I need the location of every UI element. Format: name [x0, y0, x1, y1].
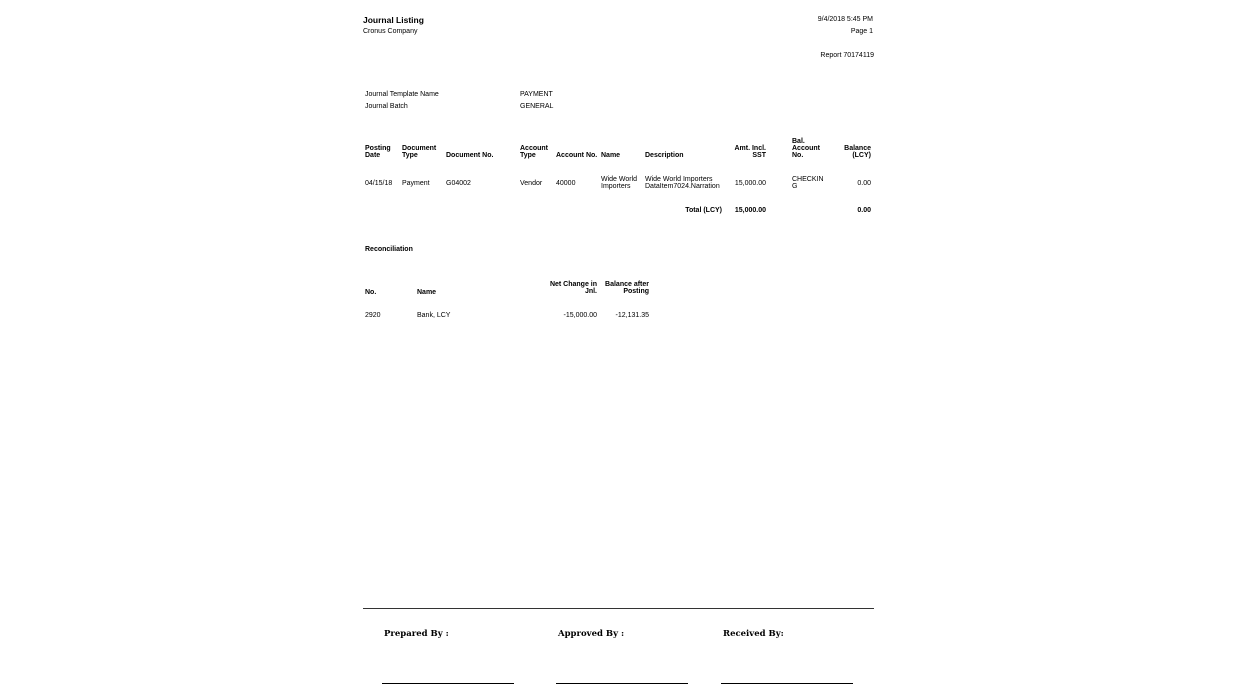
- header-bal-account-no: [792, 138, 820, 159]
- cell-account-no: 40000: [556, 180, 576, 187]
- cell-description: [645, 176, 720, 190]
- header-amount: [734, 145, 766, 159]
- header-text: Bal.: [792, 138, 805, 145]
- cell-text: Importers: [601, 183, 631, 190]
- header-text: Posting: [623, 288, 649, 295]
- header-text: Posting: [365, 145, 391, 152]
- recon-cell-name: Bank, LCY: [417, 312, 451, 319]
- cell-balance: 0.00: [857, 180, 871, 187]
- header-text: Jnl.: [584, 288, 597, 295]
- cell-amount: 15,000.00: [734, 180, 766, 187]
- cell-document-no: G04002: [446, 180, 471, 187]
- report-id: Report 70174119: [820, 52, 874, 59]
- approved-signature-line: [556, 683, 688, 684]
- journal-batch-value: GENERAL: [520, 103, 554, 110]
- recon-header-net-change: [550, 281, 597, 295]
- company-name: Cronus Company: [363, 28, 418, 35]
- cell-text: DataItem7024.Narration: [645, 183, 720, 190]
- header-document-type: [402, 145, 436, 159]
- header-account-type: [520, 145, 548, 159]
- cell-text: CHECKIN: [792, 176, 824, 183]
- report-title: Journal Listing: [363, 15, 424, 25]
- cell-account-type: Vendor: [520, 180, 543, 187]
- header-text: Balance: [844, 145, 871, 152]
- header-text: (LCY): [852, 152, 871, 159]
- reconciliation-title: Reconciliation: [365, 246, 413, 253]
- total-balance: 0.00: [857, 207, 871, 214]
- header-text: Type: [520, 152, 536, 159]
- received-by-label: Received By:: [723, 629, 784, 639]
- total-label: Total (LCY): [685, 207, 722, 214]
- footer-divider: [363, 608, 874, 609]
- cell-posting-date: 04/15/18: [365, 180, 393, 187]
- journal-template-label: Journal Template Name: [365, 91, 439, 98]
- recon-cell-balance-after: -12,131.35: [615, 312, 649, 319]
- recon-header-name: Name: [417, 289, 437, 296]
- received-signature-line: [721, 683, 853, 684]
- header-text: Account: [792, 145, 820, 152]
- journal-template-value: PAYMENT: [520, 91, 553, 98]
- header-text: Type: [402, 152, 418, 159]
- total-amount: 15,000.00: [734, 207, 766, 214]
- cell-text: Wide World Importers: [645, 176, 713, 183]
- cell-text: Wide World: [601, 176, 638, 183]
- header-text: SST: [752, 152, 766, 159]
- approved-by-label: Approved By :: [558, 629, 625, 639]
- prepared-by-label: Prepared By :: [384, 629, 449, 639]
- header-text: Account: [520, 145, 548, 152]
- header-text: Document: [402, 145, 437, 152]
- header-posting-date: [365, 145, 391, 159]
- recon-header-balance-after: [605, 281, 649, 295]
- cell-name: [601, 176, 637, 190]
- header-name: Name: [601, 152, 621, 159]
- header-text: Net Change in: [549, 281, 597, 288]
- header-account-no: Account No.: [556, 152, 598, 159]
- page-number: Page 1: [850, 28, 873, 35]
- cell-document-type: Payment: [402, 180, 430, 187]
- journal-batch-label: Journal Batch: [365, 103, 408, 110]
- cell-bal-account-no: [792, 176, 824, 190]
- recon-cell-net-change: -15,000.00: [563, 312, 597, 319]
- prepared-signature-line: [382, 683, 514, 684]
- recon-cell-no: 2920: [365, 312, 381, 319]
- header-description: Description: [645, 152, 684, 159]
- header-text: Amt. Incl.: [734, 145, 766, 152]
- cell-text: G: [792, 183, 798, 190]
- report-datetime: 9/4/2018 5:45 PM: [817, 16, 873, 23]
- header-text: No.: [792, 152, 804, 159]
- header-text: Balance after: [605, 281, 649, 288]
- header-balance-lcy: [844, 145, 871, 159]
- header-document-no: Document No.: [446, 152, 494, 159]
- recon-header-no: No.: [365, 289, 377, 296]
- header-text: Date: [365, 152, 381, 159]
